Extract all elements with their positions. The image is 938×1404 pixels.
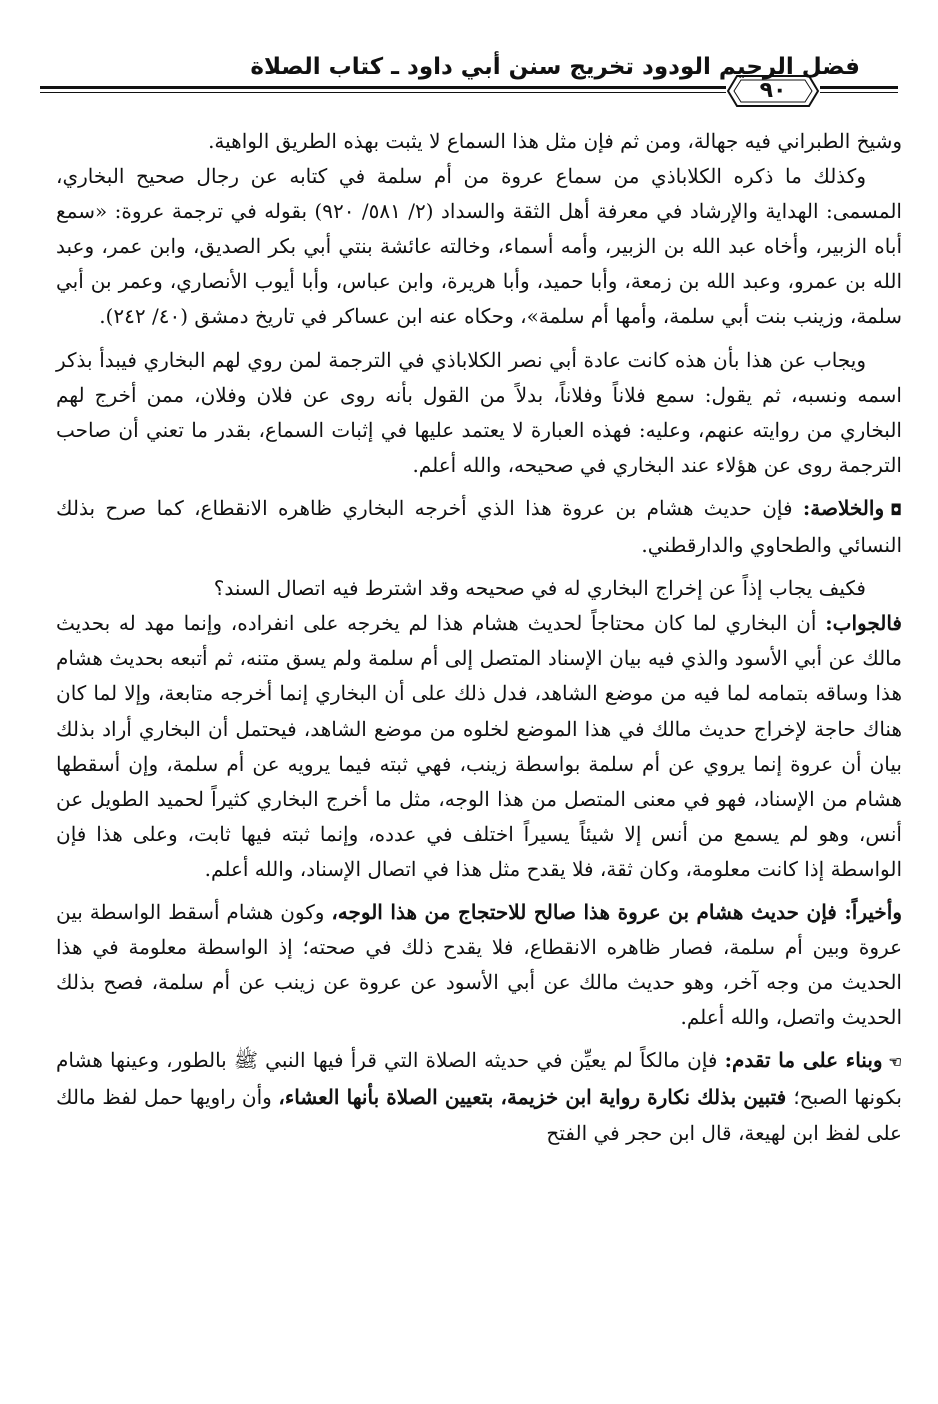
running-title: فضل الرحيم الودود تخريج سنن أبي داود ـ كتاب الصلاة xyxy=(250,54,860,80)
body-text xyxy=(56,124,902,1151)
finally-label: وأخيراً: xyxy=(844,899,902,924)
paragraph-5: فكيف يجاب إذاً عن إخراج البخاري له في صحيحه وقد اشترط فيه اتصال السند؟ xyxy=(213,576,866,601)
page-number: ٩٠ xyxy=(759,78,787,103)
header-rule-thin-right xyxy=(820,92,898,93)
header-rule-thick-right xyxy=(820,86,898,89)
conclusion-label: وبناء على ما تقدم: xyxy=(724,1048,883,1073)
paragraph-7: وأخيراً: فإن حديث هشام بن عروة هذا صالح للاحتجاج من هذا الوجه، وكون هشام أسقط الواسطة بين عروة وبين أم سلمة، فصار ظاهره الانقطاع، فلا يقدح ذلك في صحته؛ إذ الواسطة معلومة في هذا الحديث من وجه آخر، وهو حديث مالك عن أبي الأسود عن عروة عن زينب عن أم سلمة، فصح بذلك الحديث واتصل، والله أعلم. xyxy=(56,899,902,1030)
paragraph-2: وكذلك ما ذكره الكلاباذي من سماع عروة من أم سلمة في كتابه عن رجال صحيح البخاري، المسمى: الهداية والإرشاد في معرفة أهل الثقة والسداد (٢/ ٥٨١/ ٩٢٠) بقوله في ترجمة عروة: «سمع أباه الزبير، وأخاه عبد الله بن الزبير، وأمه أسماء، وخالته عائشة بنتي أبي بكر الصديق، وابن عمر، وعبد الله بن عمرو، وعبد الله بن زمعة، وأبا حميد، وأبا هريرة، وابن عباس، وأبا أيوب الأنصاري، وعمر بن أبي سلمة، وزينب بنت أبي سلمة، وأمها أم سلمة»، وحكاه عنه ابن عساكر في تاريخ دمشق (٤٠/ ٢٤٢). xyxy=(56,164,903,329)
summary-label: والخلاصة: xyxy=(802,495,885,520)
bullet-icon: ◘ xyxy=(890,500,902,519)
paragraph-6: فالجواب: أن البخاري لما كان محتاجاً لحديث هشام هذا لم يخرجه على انفراده، وإنما مهد له بحديث مالك عن أبي الأسود والذي فيه بيان الإسناد المتصل إلى أم سلمة ولم يسق متنه، ثم أتبعه بحديث هشام هذا وساقه بتمامه لما فيه من موضع الشاهد، فدل ذلك على أن البخاري إنما أخرجه متابعة، وإلا لما كان هناك حاجة لإخراج حديث مالك في هذا الموضع لخلوه من موضع الشاهد، فيحتمل أن البخاري أراد بذلك بيان أن عروة إنما يروي عن أم سلمة بواسطة زينب، فهي ثبته فيما يرويه عن أم سلمة، وإن أسقطها هشام من الإسناد، فهو في معنى المتصل من هذا الوجه، مثل ما أخرج البخاري كثيراً لحميد الطويل عن أنس، وهو لم يسمع من أنس إلا شيئاً يسيراً اختلف في عدده، وإنما ثبته فيها ثابت، وعلى هذا فإن الواسطة إذا كانت معلومة، وكان ثقة، فلا يقدح مثل هذا في اتصال الإسناد، والله أعلم. xyxy=(56,611,902,881)
page-number-frame xyxy=(727,74,819,108)
header-rule-thin xyxy=(40,92,726,93)
answer-label: فالجواب: xyxy=(825,611,902,636)
header-rule-thick xyxy=(40,86,726,89)
paragraph-8: ☜وبناء على ما تقدم: فإن مالكاً لم يعيِّن في حديثه الصلاة التي قرأ فيها النبي ﷺ بالطور، وعينها هشام بكونها الصبح؛ فتبين بذلك نكارة رواية ابن خزيمة، بتعيين الصلاة بأنها العشاء، وأن راويها حمل لفظ مالك على لفظ ابن لهيعة، قال ابن حجر في الفتح xyxy=(56,1043,902,1150)
paragraph-1: وشيخ الطبراني فيه جهالة، ومن ثم فإن مثل هذا السماع لا يثبت بهذه الطريق الواهية. xyxy=(208,129,902,153)
paragraph-4: ◘والخلاصة: فإن حديث هشام بن عروة هذا الذي أخرجه البخاري ظاهره الانقطاع، كما صرح بذلك النسائي والطحاوي والدارقطني. xyxy=(56,491,902,563)
paragraph-3: ويجاب عن هذا بأن هذه كانت عادة أبي نصر الكلاباذي في الترجمة لمن روي لهم البخاري فيبدأ بذكر اسمه ونسبه، ثم يقول: سمع فلاناً وفلاناً، بدلاً من القول بأنه روى عن فلان وفلان، ممن أخرج لهم البخاري من روايته عنهم، وعليه: فهذه العبارة لا يعتمد عليها في إثبات السماع، بقدر ما تعني أن صاحب الترجمة روى عن هؤلاء عند البخاري في صحيحه، والله أعلم. xyxy=(56,347,902,477)
pointing-hand-icon: ☜ xyxy=(888,1053,902,1072)
